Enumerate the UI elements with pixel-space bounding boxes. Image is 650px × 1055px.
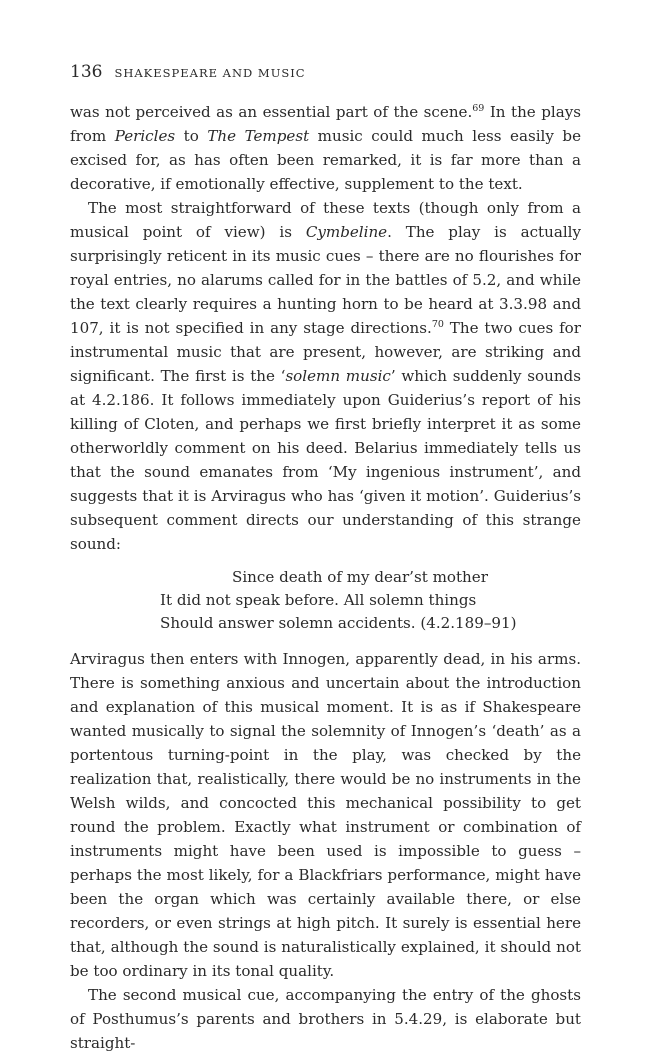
p1-text-1: was not perceived as an essential part of the scene. [70, 103, 473, 121]
footnote-ref-70[interactable]: 70 [431, 319, 444, 330]
page-number: 136 [70, 62, 103, 82]
p2-text-3: The two cues for instrumental music that are present, however, are striking and significant. The first is the ‘ [70, 319, 581, 385]
quote-line-1: Since death of my dear’st mother [232, 568, 488, 586]
p2-text-4: ’ which suddenly sounds at 4.2.186. It follows immediately upon Guiderius’s report of his killing of Cloten, and perhaps we first briefly interpret it as some otherworldly comment on his deed. Belarius immediately tells us that the sound emanates from ‘My ingenious instrument’, and suggests that it is Arviragus who has ‘given it motion’. Guiderius’s subsequent comment directs our understanding of this strange sound: [70, 367, 581, 553]
title-pericles: Pericles [114, 127, 176, 145]
p1-text-4: music could much less easily be excised for, as has often been remarked, it is far more than a decorative, if emotionally effective, supplement to the text. [70, 127, 582, 193]
quote-line-3: Should answer solemn accidents. (4.2.189–91) [160, 614, 517, 632]
page-header [70, 62, 581, 86]
p2-text-2: . The play is actually surprisingly reticent in its music cues – there are no flourishes for royal entries, no alarums called for in the battles of 5.2, and while the text clearly requires a hunting horn to be heard at 3.3.98 and 107, it is not specified in any stage directions. [70, 223, 582, 337]
footnote-ref-69[interactable]: 69 [472, 103, 485, 114]
stage-direction-solemn-music: solemn music [285, 367, 391, 385]
paragraph-2 [70, 196, 581, 556]
p1-text-3: to [175, 127, 208, 145]
title-cymbeline: Cymbeline [305, 223, 388, 241]
running-title: SHAKESPEARE AND MUSIC [114, 66, 306, 80]
block-quote [160, 566, 581, 635]
p1-text-2: In the plays from [70, 103, 581, 145]
paragraph-1 [70, 100, 581, 196]
quote-line-2: It did not speak before. All solemn things [160, 591, 477, 609]
book-page [70, 62, 581, 1055]
paragraph-4: The second musical cue, accompanying the entry of the ghosts of Posthumus’s parents and brothers in 5.4.29, is elaborate but straight- [70, 986, 581, 1052]
p2-text-1: The most straightforward of these texts (though only from a musical point of view) is [70, 199, 581, 241]
title-the-tempest: The Tempest [207, 127, 310, 145]
paragraph-3: Arviragus then enters with Innogen, apparently dead, in his arms. There is something anxious and uncertain about the introduction and explanation of this musical moment. It is as if Shakespeare wanted musically to signal the solemnity of Innogen’s ‘death’ as a portentous turning-point in the play, was checked by the realization that, realistically, there would be no instruments in the Welsh wilds, and concocted this mechanical possibility to get round the problem. Exactly what instrument or combination of instruments might have been used is impossible to guess – perhaps the most likely, for a Blackfriars performance, might have been the organ which was certainly available there, or else recorders, or even strings at high pitch. It surely is essential here that, although the sound is naturalistically explained, it should not be too ordinary in its tonal quality. [70, 650, 581, 980]
